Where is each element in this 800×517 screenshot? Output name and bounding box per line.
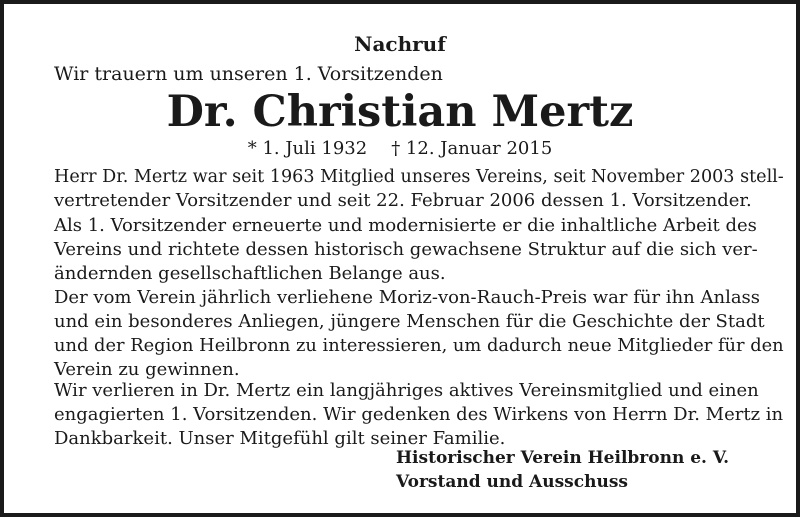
text-line: und ein besonderes Anliegen, jüngere Menschen für die Geschichte der Stadt (54, 311, 765, 332)
text-line: vertretender Vorsitzender und seit 22. Februar 2006 dessen 1. Vorsitzender. (54, 190, 752, 211)
paragraph-membership (54, 165, 784, 213)
text-line: Vereins und richtete dessen historisch gewachsene Struktur auf die sich ver- (54, 239, 758, 260)
text-line: engagierten 1. Vorsitzenden. Wir gedenken des Wirkens von Herrn Dr. Mertz in (54, 404, 784, 425)
text-line: Herr Dr. Mertz war seit 1963 Mitglied unseres Vereins, seit November 2003 stell- (54, 167, 784, 187)
deceased-name: Dr. Christian Mertz (166, 87, 634, 137)
text-line: Als 1. Vorsitzender erneuerte und modernisierte er die inhaltliche Arbeit des (54, 215, 757, 236)
text-line: ändernden gesellschaftlichen Belange aus. (54, 263, 446, 284)
notice-heading: Nachruf (354, 32, 446, 56)
life-dates (4, 137, 796, 161)
signature-organization: Historischer Verein Heilbronn e. V. (396, 448, 730, 468)
paragraph-award (54, 286, 784, 382)
paragraph-condolence (54, 379, 783, 451)
text-line: Der vom Verein jährlich verliehene Moriz-von-Rauch-Preis war für ihn Anlass (54, 287, 761, 308)
text-line: Verein zu gewinnen. (54, 359, 240, 380)
text-line: und der Region Heilbronn zu interessieren, um dadurch neue Mitglieder für den (54, 335, 784, 356)
signature-board: Vorstand und Ausschuss (396, 472, 628, 492)
signature-block (396, 446, 729, 494)
death-date: † 12. Januar 2015 (391, 138, 553, 159)
text-line: Dankbarkeit. Unser Mitgefühl gilt seiner Familie. (54, 428, 506, 449)
paragraph-chairmanship (54, 214, 758, 286)
text-line: Wir verlieren in Dr. Mertz ein langjähriges aktives Vereinsmitglied und einen (54, 380, 759, 401)
birth-date: * 1. Juli 1932 (247, 138, 368, 159)
intro-line: Wir trauern um unseren 1. Vorsitzenden (54, 63, 443, 85)
